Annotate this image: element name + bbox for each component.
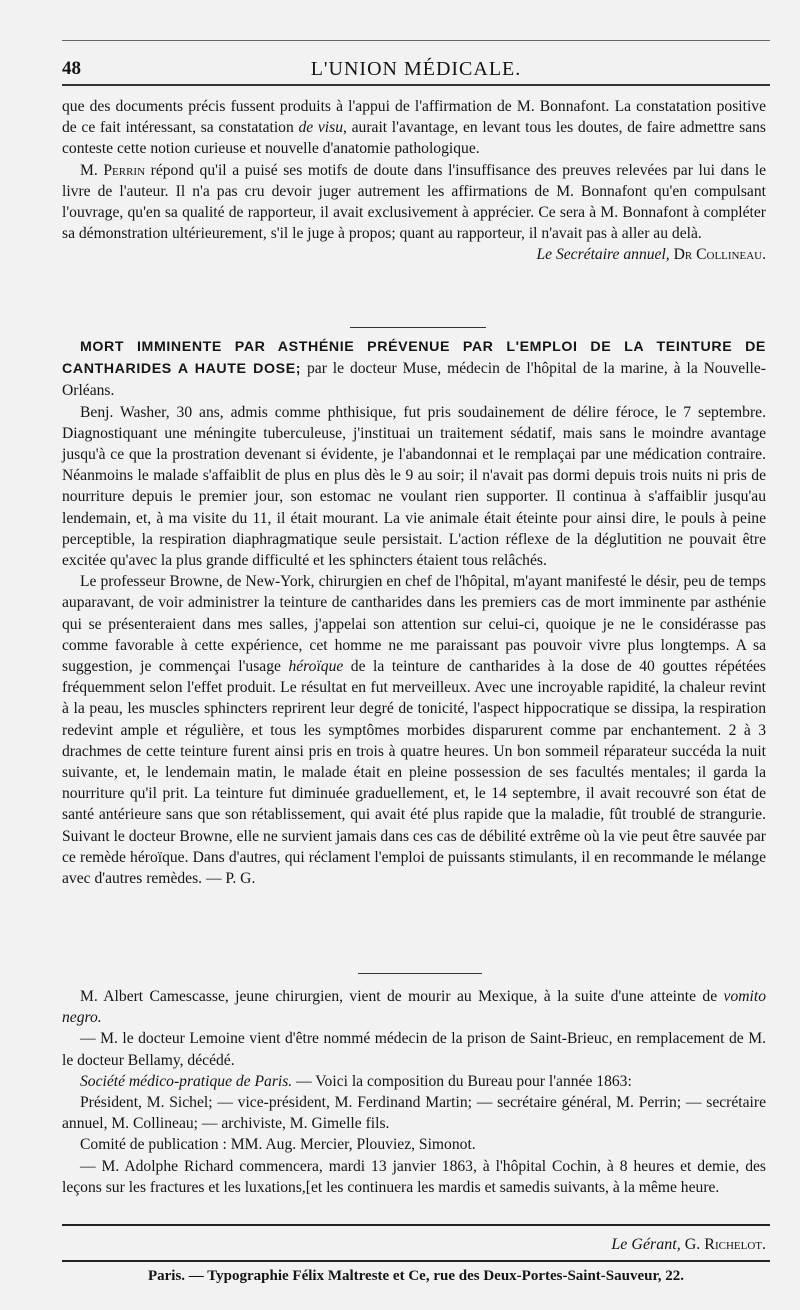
news-item: — M. Adolphe Richard commencera, mardi 13 janvier 1863, à l'hôpital Cochin, à 8 heures et demie, des leçons sur les fractures et les luxations,[et les continuera les mardis et samedis suivants, à la même heure. bbox=[62, 1157, 766, 1196]
top-rule bbox=[62, 40, 770, 41]
paragraph: que des documents précis fussent produits à l'appui de l'affirmation de M. Bonnafont. La constatation positive de ce fait intéressant, sa constatation de visu, aurait l'avantage, en levant tous les doutes, de faire admettre sans conteste cette notion curieuse et nouvelle d'anatomie pathologique. bbox=[62, 98, 766, 158]
news-item: Président, M. Sichel; — vice-président, M. Ferdinand Martin; — secrétaire général, M. Perrin; — secrétaire annuel, M. Collineau; — archiviste, M. Gimelle fils. bbox=[62, 1094, 766, 1133]
page-number: 48 bbox=[62, 58, 81, 79]
news-item: Comité de publication : MM. Aug. Mercier, Plouviez, Simonot. bbox=[80, 1136, 476, 1154]
signature: Le Secrétaire annuel, Dr Collineau. bbox=[536, 246, 766, 264]
section-discussion bbox=[62, 96, 766, 266]
news-item: M. Albert Camescasse, jeune chirurgien, vient de mourir au Mexique, à la suite d'une atteinte de vomito negro. bbox=[62, 988, 766, 1027]
paragraph: M. Perrin répond qu'il a puisé ses motifs de doute dans l'insuffisance des preuves relevées par lui dans le livre de l'auteur. Il n'a pas cru devoir juger autrement les affirmations de M. Bonnafont qu'en compulsant l'ouvrage, qu'en sa qualité de rapporteur, il avait exclusivement à apprécier. Ce sera à M. Bonnafont à compléter sa démonstration ultérieurement, s'il le juge à propos; quant au rapporteur, il n'avait pas à aller au delà. bbox=[62, 161, 767, 243]
imprint: Paris. — Typographie Félix Maltreste et Ce, rue des Deux-Portes-Saint-Sauveur, 22. bbox=[147, 1268, 685, 1284]
section-article bbox=[62, 336, 766, 889]
running-title: L'UNION MÉDICALE. bbox=[310, 58, 522, 80]
section-divider bbox=[358, 973, 482, 974]
article-title: MORT IMMINENTE PAR ASTHÉNIE PRÉVENUE PAR L'EMPLOI DE LA TEINTURE DE CANTHARIDES A HAUTE DOSE; par le docteur Muse, médecin de l'hôpital de la marine, à la Nouvelle-Orléans. bbox=[62, 339, 766, 400]
header-rule bbox=[62, 84, 770, 86]
gerant-rule bbox=[62, 1224, 770, 1226]
gerant-signature: Le Gérant, G. Richelot. bbox=[611, 1236, 766, 1253]
news-item: Société médico-pratique de Paris. — Voici la composition du Bureau pour l'année 1863: bbox=[80, 1072, 632, 1090]
news-item: — M. le docteur Lemoine vient d'être nommé médecin de la prison de Saint-Brieuc, en remplacement de M. le docteur Bellamy, décédé. bbox=[62, 1030, 766, 1069]
footer-rule bbox=[62, 1260, 770, 1262]
section-divider bbox=[350, 327, 486, 328]
section-news bbox=[62, 986, 766, 1198]
paragraph: Le professeur Browne, de New-York, chirurgien en chef de l'hôpital, m'ayant manifesté le désir, peu de temps auparavant, de voir administrer la teinture de cantharides dans les premiers cas de mort imminente par asthénie qui se présenteraient dans mes salles, j'appelai son attention sur celui-ci, quoique je ne le considérasse pas comme favorable à cette expérience, cet homme ne me paraissant pas pouvoir vivre plus longtemps. A sa suggestion, je commençai l'usage héroïque de la teinture de cantharides à la dose de 40 gouttes répétées fréquemment selon l'effet produit. Le résultat en fut merveilleux. Avec une incroyable rapidité, la chaleur revint à la peau, les muscles sphincters reprirent leur degré de tonicité, l'aspect hippocratique se dissipa, la respiration redevint ample et régulière, et tous les symptômes morbides disparurent comme par enchantement. 2 à 3 drachmes de cette teinture furent ainsi pris en trois à quatre heures. Un bon sommeil réparateur succéda la nuit suivante, et, le lendemain matin, le malade était en pleine possession de ses facultés mentales; il garda la nourriture qu'il prit. La teinture fut diminuée graduellement, et, le 14 septembre, il avait recouvré son état de santé antérieure sans que son rétablissement, qui avait été plus rapide que la maladie, fût troublé de strangurie. Suivant le docteur Browne, elle ne survient jamais dans ces cas de débilité extrême où la vie peut être sauvée par ce remède héroïque. Dans d'autres, qui réclament l'emploi de puissants stimulants, il en recommande le mélange avec d'autres remèdes. — P. G. bbox=[62, 573, 766, 888]
paragraph: Benj. Washer, 30 ans, admis comme phthisique, fut pris soudainement de délire féroce, le 7 septembre. Diagnostiquant une méningite tuberculeuse, j'instituai un traitement sédatif, mais sans le moindre avantage jusqu'à ce que la prostration devenant si évidente, je l'abandonnai et le remplaçai par une médication contraire. Néanmoins le malade s'affaiblit de plus en plus dès le 9 au soir; il n'avait pas dormi depuis trois nuits ni pris de nourriture depuis le premier jour, son estomac ne voulant rien supporter. Il continua à s'affaiblir jusqu'au lendemain, et, à ma visite du 11, il était mourant. La vie animale était éteinte pour ainsi dire, le pouls à peine perceptible, la respiration diaphragmatique seule persistait. L'action réflexe de la déglutition ne pouvait être excitée qu'avec la plus grande difficulté et les sphincters étaient tous relâchés. bbox=[62, 403, 766, 570]
